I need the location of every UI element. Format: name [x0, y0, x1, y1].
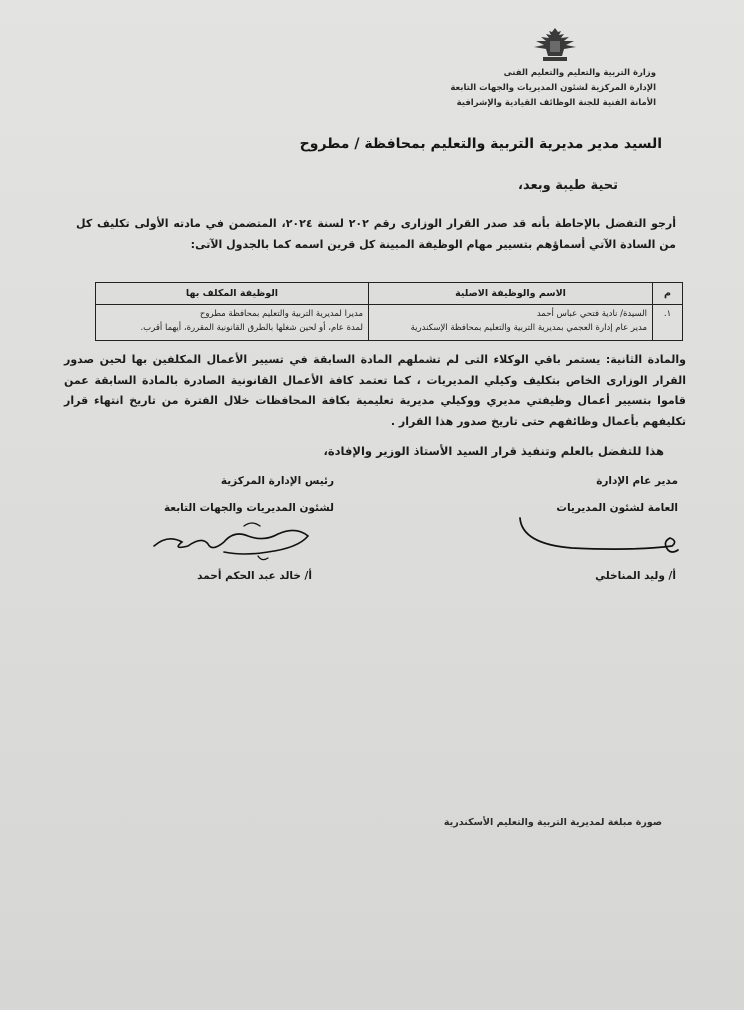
row-original-job: مدير عام إدارة العجمي بمديرية التربية والتعليم بمحافظة الإسكندرية: [410, 323, 647, 333]
row-assigned-cell: [96, 305, 369, 341]
eagle-emblem-icon: [532, 26, 578, 64]
handwritten-signature-right: [512, 510, 684, 562]
row-name-cell: [369, 305, 653, 341]
cc-note: صورة مبلغة لمديرية التربية والتعليم الأسكندرية: [443, 817, 662, 828]
row-assigned-job: مديرا لمديرية التربية والتعليم بمحافظة مطروح: [199, 309, 363, 319]
signature-title: رئيس الإدارة المركزية: [220, 475, 334, 487]
column-header-assigned-job: الوظيفة المكلف بها: [96, 283, 369, 305]
row-name: السيدة/ نادية فتحي عباس أحمد: [536, 309, 647, 319]
addressee: السيد مدير مديرية التربية والتعليم بمحافظة / مطروح: [299, 136, 662, 152]
signatory-name-left: أ/ خالد عبد الحكم أحمد: [197, 570, 312, 582]
ministry-line: الإدارة المركزية لشئون المديريات والجهات التابعة: [450, 83, 656, 93]
signature-title: مدير عام الإدارة: [596, 475, 678, 487]
table-header-row: [96, 283, 683, 305]
second-paragraph: والمادة الثانية: يستمر باقي الوكلاء التى لم تشملهم المادة السابقة في تسيير الأعمال المكلفين بها لحين صدور القرار الوزارى الخاص بتكليف وكيلي المديريات ، كما تعتمد كافة الأعمال القانونية الصادرة بالمادة السابقة عمن قاموا بتسيير أعمال وظيفتي مديري ووكيلي مديرية تعليمية بكافة المحافظات خلال الفترة من تاريخ انتهاء قرار تكليفهم بأعمال وظائفهم حتى تاريخ صدور هذا القرار .: [64, 353, 686, 428]
row-number: ١.: [653, 305, 683, 341]
handwritten-signature-left: [148, 518, 318, 564]
body-paragraph: أرجو التفضل بالإحاطة بأنه قد صدر القرار الوزارى رقم ٢٠٢ لسنة ٢٠٢٤، المتضمن في مادته الأولى تكليف كل من السادة الآتي أسماؤهم بتسيير مهام الوظيفة المبينة كل قرين اسمه كما بالجدول الآتى:: [76, 217, 677, 251]
closing-line: هذا للتفضل بالعلم وتنفيذ قرار السيد الأستاذ الوزير والإفادة،: [323, 444, 664, 458]
row-assigned-note: لمدة عام، أو لحين شغلها بالطرق القانونية المقررة، أيهما أقرب.: [140, 323, 363, 333]
assignment-table: [95, 282, 683, 341]
ministry-line: الأمانة الفنية للجنة الوظائف القيادية والإشرافية: [456, 98, 656, 108]
signature-block-left: [104, 468, 334, 522]
greeting: تحية طيبة وبعد،: [518, 178, 618, 193]
column-header-original-job: الاسم والوظيفة الاصلية: [369, 283, 653, 305]
signature-title: لشئون المديريات والجهات التابعة: [163, 502, 334, 514]
signatory-name-right: أ/ وليد المناخلي: [595, 570, 676, 582]
ministry-line: وزارة التربية والتعليم والتعليم الفنى: [503, 68, 656, 78]
ministry-header: [356, 66, 656, 111]
column-header-number: م: [653, 283, 683, 305]
table-row: [96, 305, 683, 341]
signature-title: العامة لشئون المديريات: [556, 502, 678, 514]
